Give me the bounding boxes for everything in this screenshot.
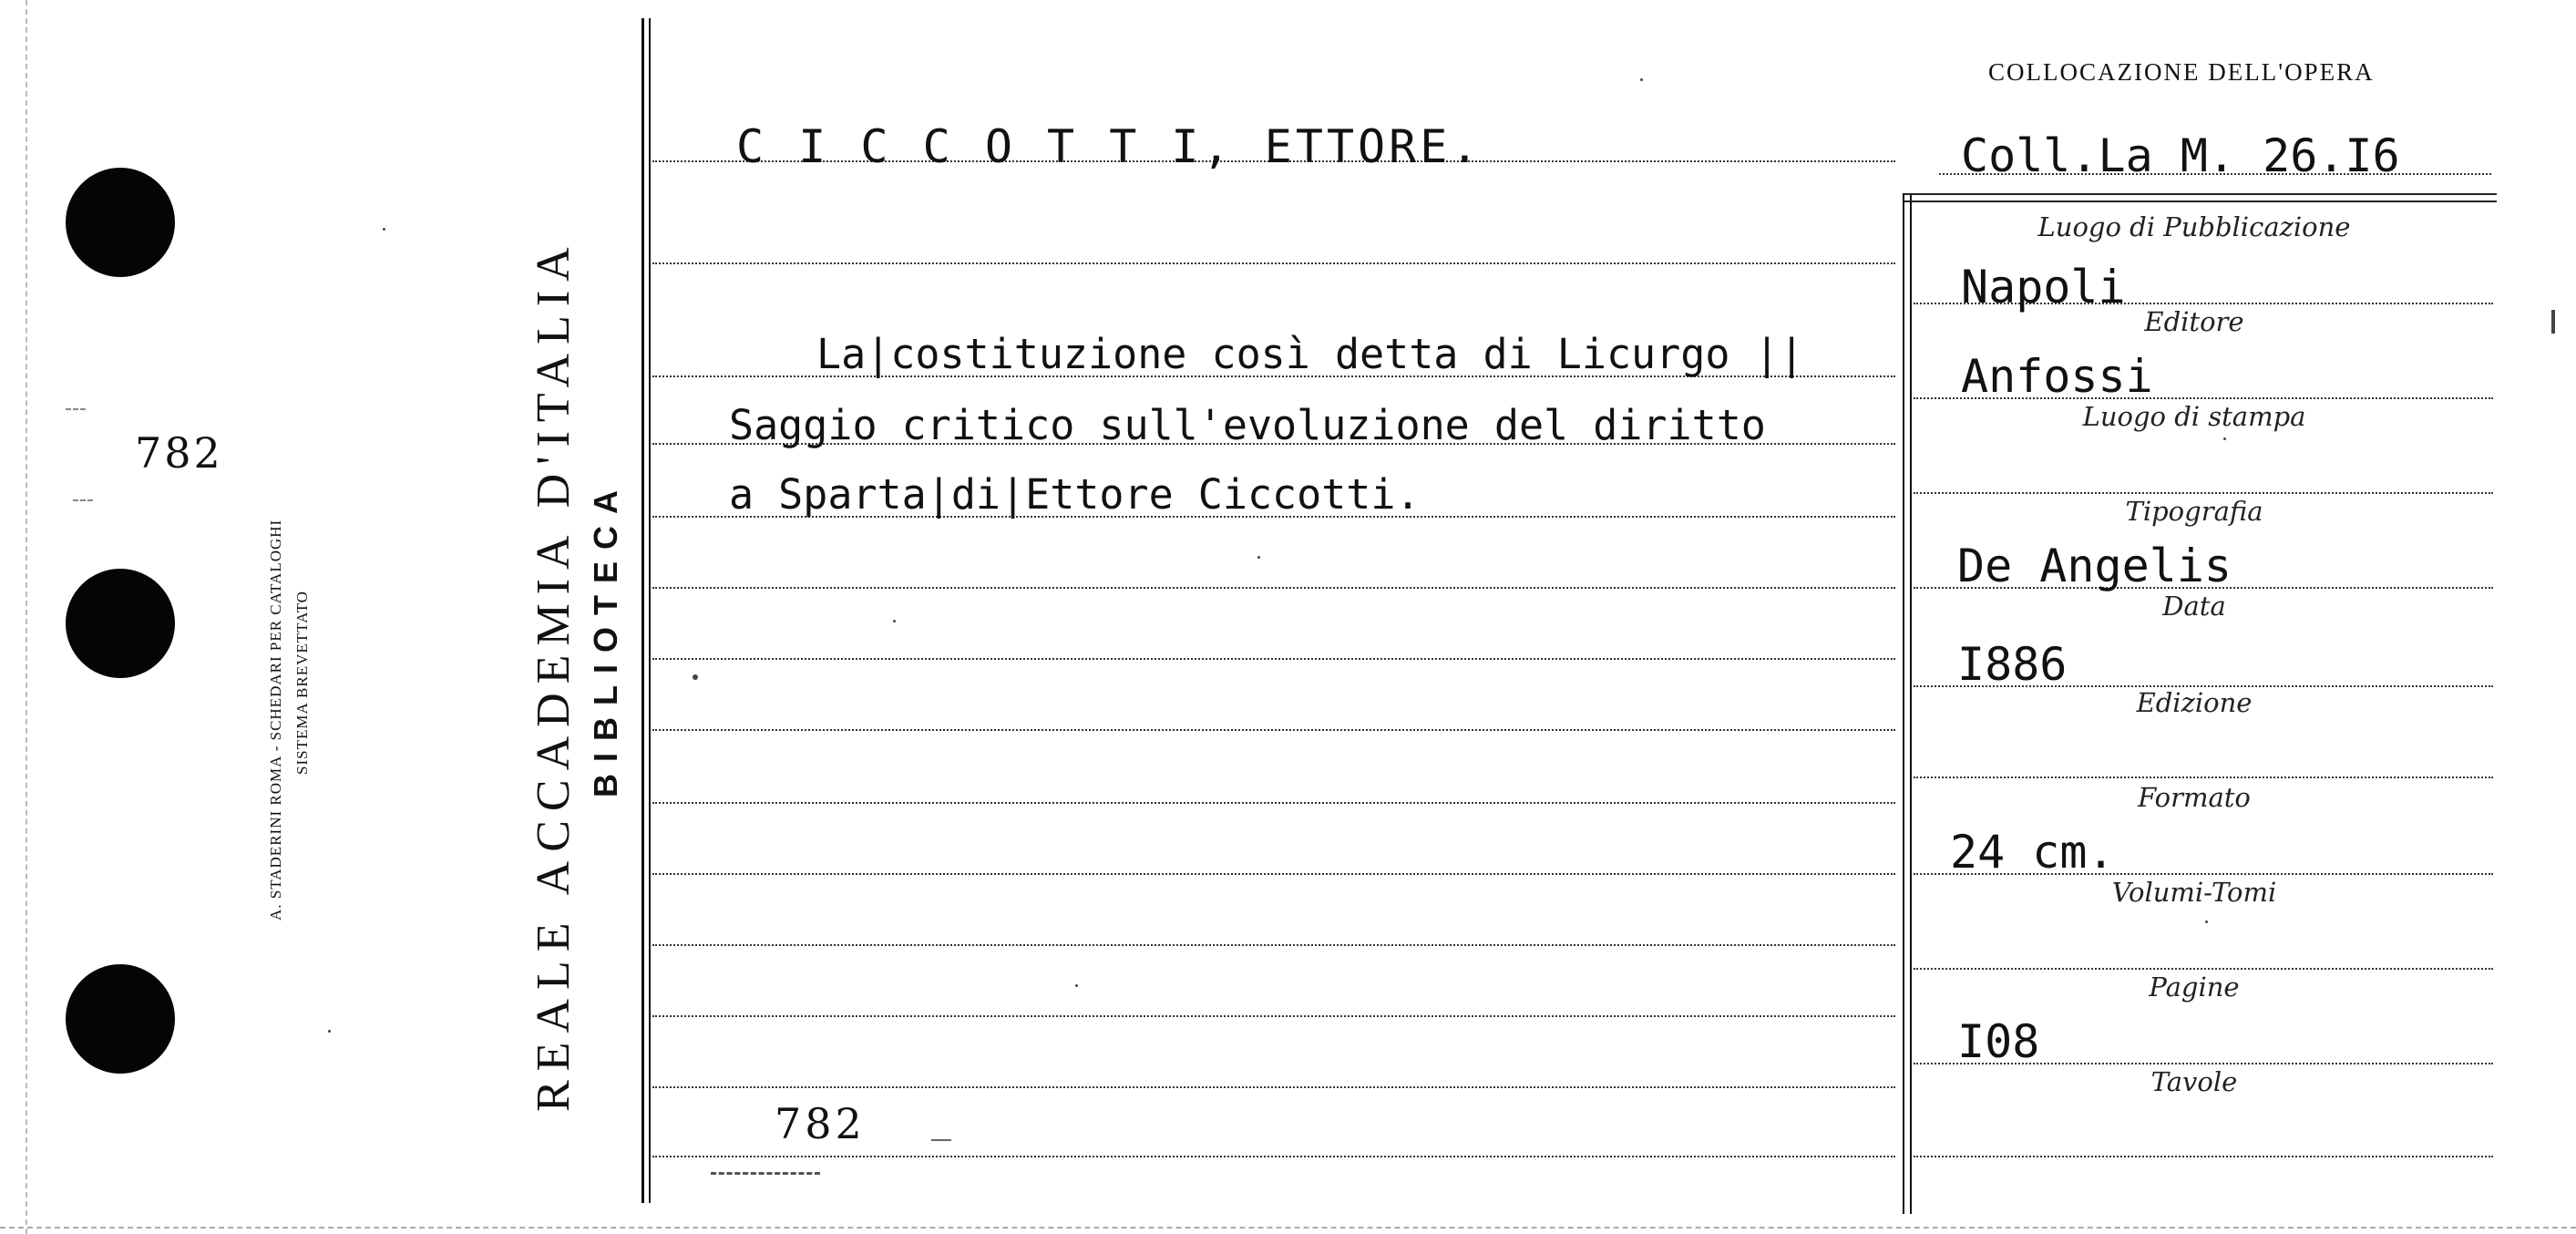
value-luogo-pubblicazione: Napoli	[1961, 261, 2126, 314]
ruled-line	[652, 873, 1895, 875]
left-card-number: 782	[135, 428, 223, 478]
ruled-line	[652, 587, 1895, 589]
left-border-line	[641, 18, 644, 1203]
left-border-line-inner	[649, 18, 651, 1203]
pencil-mark	[66, 408, 86, 410]
binder-hole-top	[66, 168, 175, 277]
value-editore: Anfossi	[1961, 350, 2153, 403]
ruled-line	[652, 729, 1895, 731]
title-line-1: La|costituzione così detta di Licurgo ||	[816, 330, 1804, 378]
field-rule	[1914, 776, 2493, 778]
right-panel-border	[1903, 193, 1904, 1214]
pencil-mark	[73, 499, 93, 501]
right-panel-top-border-inner	[1904, 201, 2497, 202]
field-rule	[1914, 968, 2493, 970]
label-pagine: Pagine	[2149, 972, 2240, 1003]
binder-hole-bottom	[66, 964, 175, 1074]
label-data: Data	[2162, 591, 2226, 622]
binder-hole-middle	[66, 569, 175, 678]
title-line-2: Saggio critico sull'evoluzione del diritto	[729, 401, 1766, 449]
printer-imprint-system: SISTEMA BREVETTATO	[293, 591, 311, 775]
speck	[2205, 920, 2208, 923]
ruled-line	[652, 1015, 1895, 1017]
ruled-line	[652, 1156, 1895, 1157]
speck	[328, 1030, 331, 1033]
speck	[893, 620, 896, 622]
location-header: COLLOCAZIONE DELL'OPERA	[1988, 58, 2375, 86]
speck	[2223, 437, 2226, 440]
label-volumi-tomi: Volumi-Tomi	[2111, 877, 2277, 908]
library-name: BIBLIOTECA	[587, 478, 624, 797]
speck	[1257, 556, 1260, 559]
speck	[1075, 984, 1078, 987]
speck	[2551, 310, 2555, 334]
field-rule	[1914, 492, 2493, 494]
institution-name: REALE ACCADEMIA D'ITALIA	[528, 238, 580, 1112]
ruled-line	[652, 1086, 1895, 1088]
ruled-line	[652, 658, 1895, 660]
speck	[383, 228, 385, 231]
author-heading: C I C C O T T I, ETTORE.	[736, 120, 1483, 173]
ruled-line	[652, 262, 1895, 264]
label-edizione: Edizione	[2136, 687, 2253, 718]
right-panel-top-border	[1904, 193, 2497, 195]
bottom-card-number: 782	[775, 1099, 866, 1148]
label-tipografia: Tipografia	[2125, 496, 2263, 527]
ruled-line	[652, 944, 1895, 946]
ruled-line	[652, 802, 1895, 804]
label-formato: Formato	[2138, 782, 2251, 813]
value-formato: 24 cm.	[1950, 826, 2115, 879]
label-tavole: Tavole	[2150, 1066, 2238, 1097]
label-luogo-stampa: Luogo di stampa	[2082, 401, 2306, 432]
bottom-edge	[0, 1227, 2576, 1229]
title-line-3: a Sparta|di|Ettore Ciccotti.	[729, 470, 1421, 519]
shelfmark: Coll.La M. 26.I6	[1961, 129, 2400, 182]
pencil-mark	[931, 1139, 951, 1141]
value-pagine: I08	[1957, 1015, 2040, 1068]
printer-imprint: A. STADERINI ROMA - SCHEDARI PER CATALOGHI	[267, 519, 284, 920]
pencil-mark	[711, 1172, 820, 1175]
value-tipografia: De Angelis	[1957, 540, 2232, 592]
speck	[693, 674, 698, 680]
label-luogo-pubblicazione: Luogo di Pubblicazione	[2037, 211, 2351, 242]
label-editore: Editore	[2144, 306, 2244, 337]
speck	[1640, 78, 1643, 81]
left-edge-mark	[26, 0, 27, 1234]
field-rule	[1914, 1156, 2493, 1157]
value-data: I886	[1957, 638, 2068, 691]
